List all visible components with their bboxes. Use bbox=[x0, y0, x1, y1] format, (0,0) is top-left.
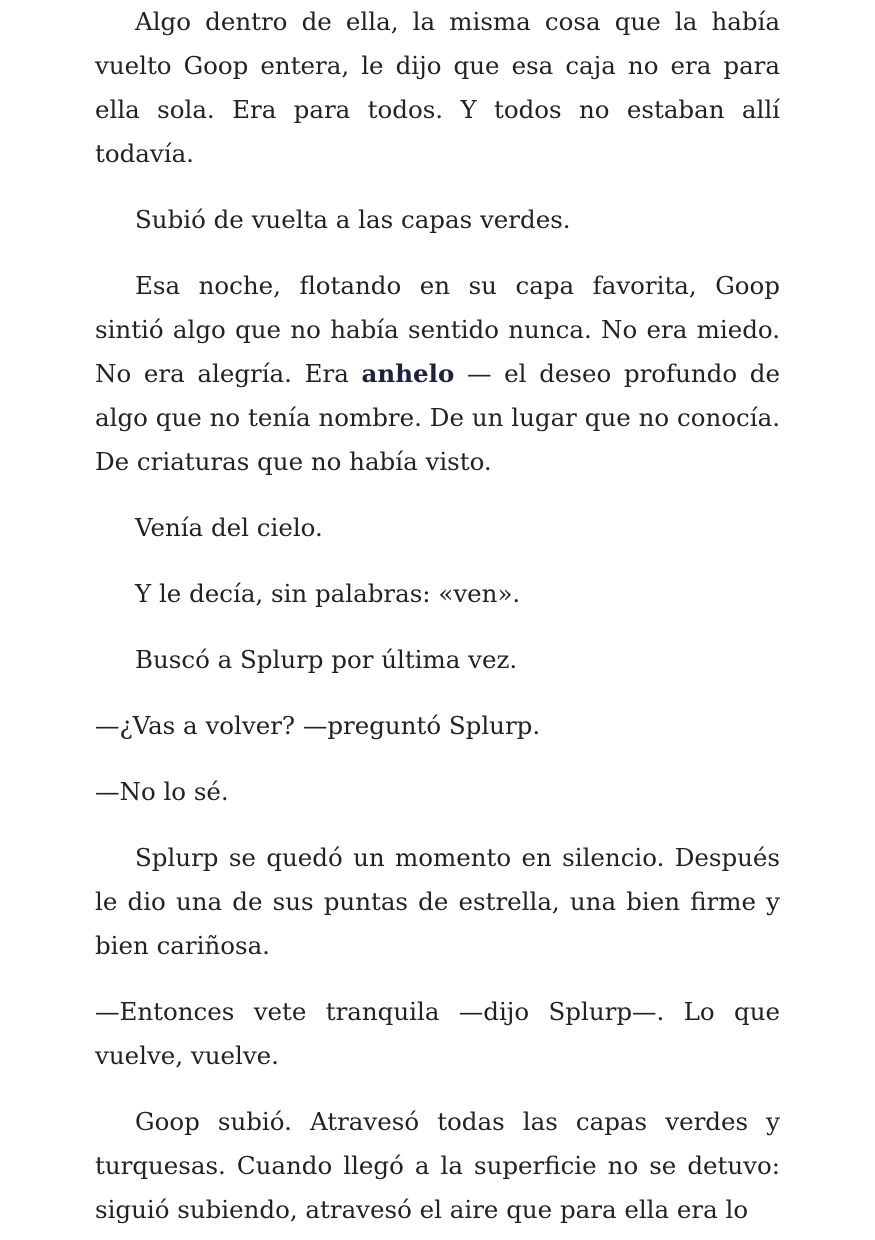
paragraph-5: Y le decía, sin palabras: «ven». bbox=[135, 579, 521, 608]
dialogue-line-2: —No lo sé. bbox=[95, 777, 229, 806]
book-page bbox=[95, 0, 780, 1232]
paragraph-4: Venía del cielo. bbox=[135, 513, 323, 542]
paragraph-9: Splurp se quedó un momento en silencio. Después le dio una de sus puntas de estrella, una bien firme y bien cariñosa. bbox=[95, 843, 780, 960]
paragraph-11: Goop subió. Atravesó todas las capas verdes y turquesas. Cuando llegó a la superficie no se detuvo: siguió subiendo, atravesó el aire que para ella era lo bbox=[95, 1107, 780, 1224]
paragraph-3-before: Esa noche, flotando en su capa favorita, Goop sintió algo que no había sentido nunca. No era miedo. No era alegría. Era bbox=[95, 271, 780, 388]
dialogue-line-3: —Entonces vete tranquila —dijo Splurp—. Lo que vuelve, vuelve. bbox=[95, 997, 780, 1070]
paragraph-6: Buscó a Splurp por última vez. bbox=[135, 645, 518, 674]
paragraph-2: Subió de vuelta a las capas verdes. bbox=[135, 205, 571, 234]
paragraph-1: Algo dentro de ella, la misma cosa que la había vuelto Goop entera, le dijo que esa caja no era para ella sola. Era para todos. Y todos no estaban allí todavía. bbox=[95, 7, 780, 168]
paragraph-3-after: — el deseo profundo de algo que no tenía nombre. De un lugar que no conocía. De criaturas que no había visto. bbox=[95, 359, 780, 476]
emphasized-word: anhelo bbox=[361, 359, 455, 388]
paragraph-3 bbox=[95, 264, 780, 484]
dialogue-line-1: —¿Vas a volver? —preguntó Splurp. bbox=[95, 711, 541, 740]
